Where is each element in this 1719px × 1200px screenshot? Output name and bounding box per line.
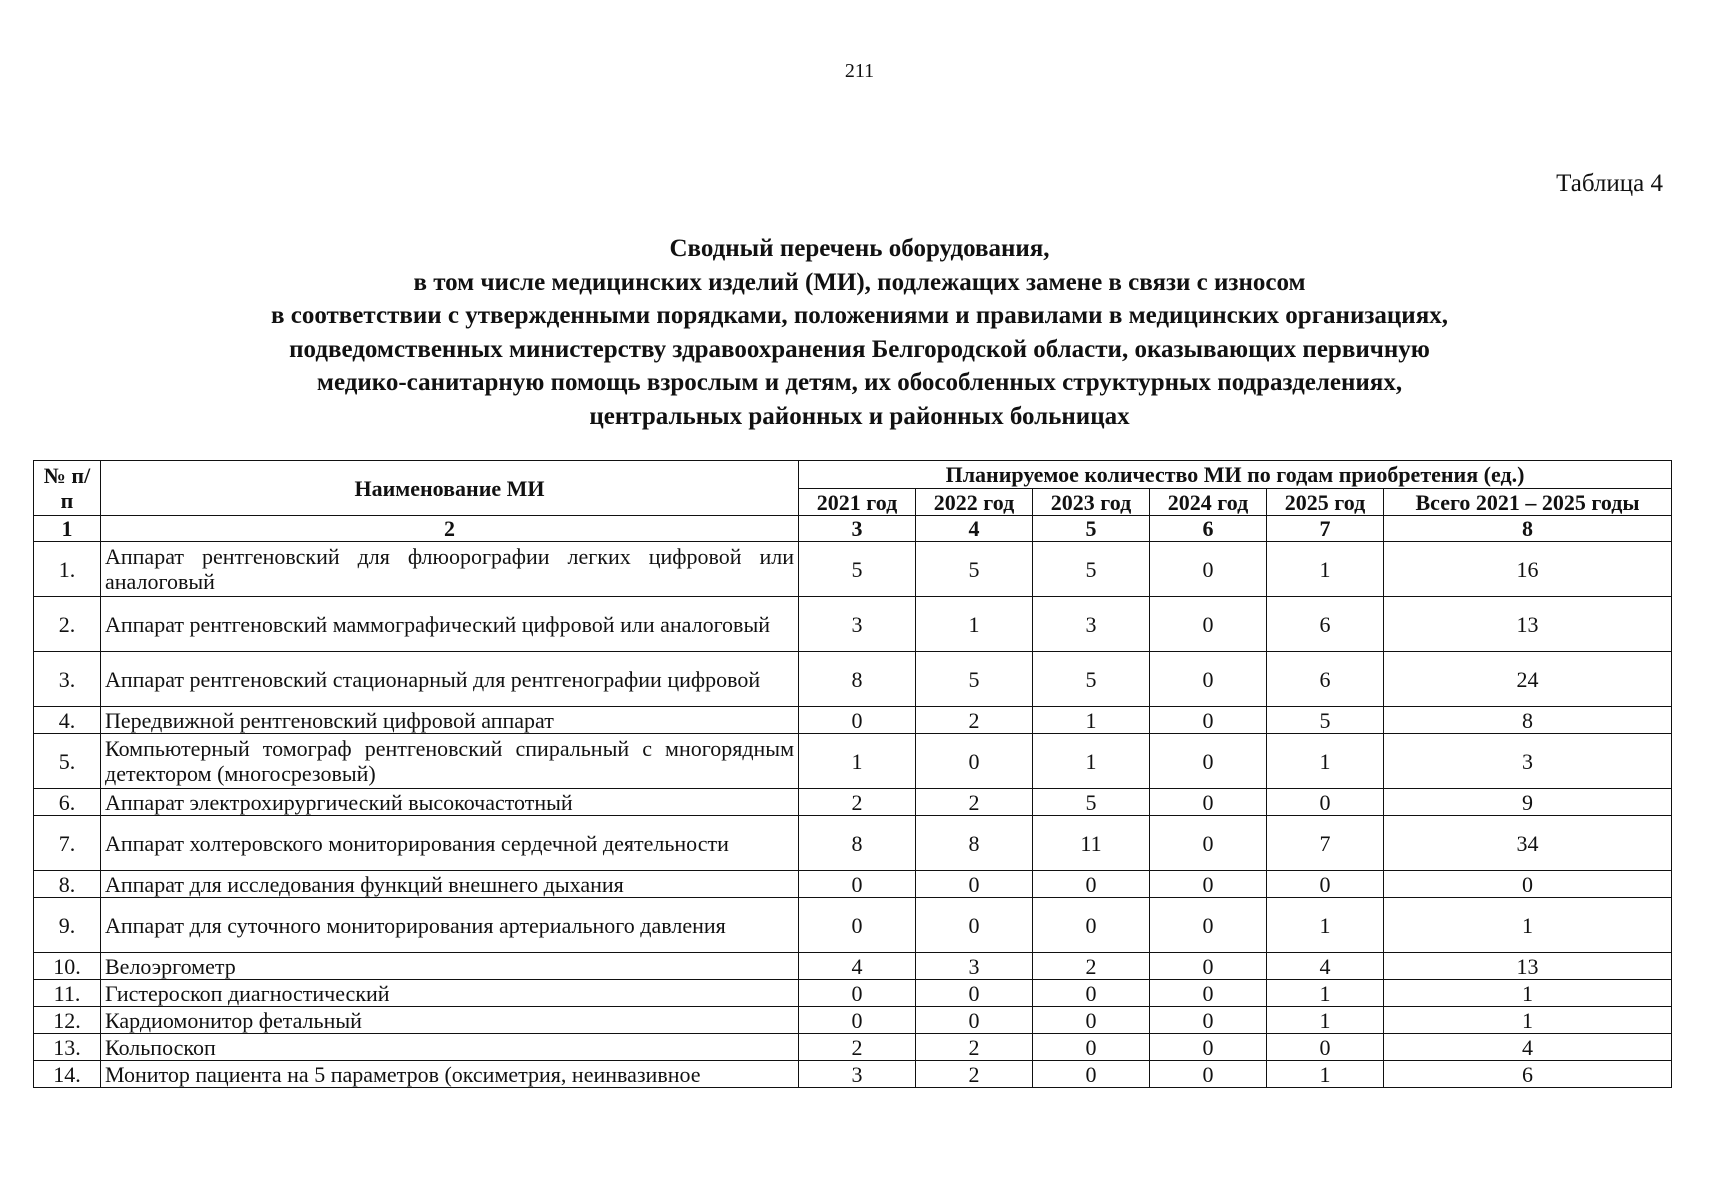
total-cell: 3 xyxy=(1384,734,1672,789)
item-name: Аппарат рентгеновский маммографический цифровой или аналоговый xyxy=(101,597,799,652)
year-value-cell: 0 xyxy=(1150,707,1267,734)
year-value-cell: 0 xyxy=(1033,1007,1150,1034)
table-row xyxy=(34,734,1672,789)
row-number: 6. xyxy=(34,789,101,816)
title-line: центральных районных и районных больницах xyxy=(589,402,1130,430)
row-number: 7. xyxy=(34,816,101,871)
header-year: 2025 год xyxy=(1267,489,1384,516)
equipment-table xyxy=(33,460,1672,1088)
item-name: Аппарат холтеровского мониторирования сердечной деятельности xyxy=(101,816,799,871)
row-number: 2. xyxy=(34,597,101,652)
year-value-cell: 2 xyxy=(916,1061,1033,1088)
header-year: 2023 год xyxy=(1033,489,1150,516)
total-cell: 9 xyxy=(1384,789,1672,816)
table-row xyxy=(34,1007,1672,1034)
row-number: 5. xyxy=(34,734,101,789)
year-value-cell: 0 xyxy=(1150,1061,1267,1088)
column-index: 8 xyxy=(1384,516,1672,542)
year-value-cell: 3 xyxy=(799,1061,916,1088)
total-cell: 4 xyxy=(1384,1034,1672,1061)
total-cell: 34 xyxy=(1384,816,1672,871)
year-value-cell: 2 xyxy=(799,789,916,816)
year-value-cell: 0 xyxy=(1150,953,1267,980)
row-number: 9. xyxy=(34,898,101,953)
year-value-cell: 0 xyxy=(1150,734,1267,789)
year-value-cell: 0 xyxy=(1150,816,1267,871)
year-value-cell: 0 xyxy=(1267,789,1384,816)
year-value-cell: 8 xyxy=(799,816,916,871)
title-line: в соответствии с утвержденными порядками, положениями и правилами в медицинских организациях, xyxy=(271,302,1448,330)
column-index: 4 xyxy=(916,516,1033,542)
year-value-cell: 0 xyxy=(1150,597,1267,652)
header-num: № п/п xyxy=(34,461,101,516)
document-title xyxy=(80,232,1639,434)
year-value-cell: 2 xyxy=(916,707,1033,734)
table-row xyxy=(34,1034,1672,1061)
year-value-cell: 2 xyxy=(799,1034,916,1061)
table-row xyxy=(34,597,1672,652)
year-value-cell: 8 xyxy=(916,816,1033,871)
table-row xyxy=(34,816,1672,871)
year-value-cell: 1 xyxy=(1267,734,1384,789)
table-row xyxy=(34,1061,1672,1088)
year-value-cell: 3 xyxy=(799,597,916,652)
year-value-cell: 6 xyxy=(1267,597,1384,652)
column-index: 7 xyxy=(1267,516,1384,542)
row-number: 10. xyxy=(34,953,101,980)
title-line: в том числе медицинских изделий (МИ), подлежащих замене в связи с износом xyxy=(413,268,1306,296)
year-value-cell: 0 xyxy=(1150,652,1267,707)
table-row xyxy=(34,542,1672,597)
year-value-cell: 0 xyxy=(1150,789,1267,816)
total-cell: 24 xyxy=(1384,652,1672,707)
header-group: Планируемое количество МИ по годам приобретения (ед.) xyxy=(799,461,1672,489)
year-value-cell: 5 xyxy=(1033,789,1150,816)
year-value-cell: 0 xyxy=(1033,871,1150,898)
item-name: Гистероскоп диагностический xyxy=(101,980,799,1007)
item-name: Аппарат для исследования функций внешнего дыхания xyxy=(101,871,799,898)
table-label: Таблица 4 xyxy=(1556,170,1663,197)
year-value-cell: 0 xyxy=(916,980,1033,1007)
row-number: 8. xyxy=(34,871,101,898)
title-line: медико-санитарную помощь взрослым и детям, их обособленных структурных подразделениях, xyxy=(316,369,1403,397)
page-number: 211 xyxy=(844,60,875,82)
table-row xyxy=(34,871,1672,898)
total-cell: 16 xyxy=(1384,542,1672,597)
item-name: Компьютерный томограф рентгеновский спиральный с многорядным детектором (многосрезовый) xyxy=(101,734,799,789)
year-value-cell: 0 xyxy=(1033,898,1150,953)
year-value-cell: 5 xyxy=(916,652,1033,707)
row-number: 13. xyxy=(34,1034,101,1061)
total-cell: 1 xyxy=(1384,980,1672,1007)
year-value-cell: 0 xyxy=(799,1007,916,1034)
table-row xyxy=(34,652,1672,707)
year-value-cell: 5 xyxy=(1033,542,1150,597)
year-value-cell: 0 xyxy=(916,734,1033,789)
year-value-cell: 0 xyxy=(799,871,916,898)
header-year: 2021 год xyxy=(799,489,916,516)
header-year: 2022 год xyxy=(916,489,1033,516)
year-value-cell: 1 xyxy=(1033,734,1150,789)
year-value-cell: 3 xyxy=(1033,597,1150,652)
year-value-cell: 1 xyxy=(1267,542,1384,597)
total-cell: 1 xyxy=(1384,1007,1672,1034)
year-value-cell: 0 xyxy=(1150,871,1267,898)
year-value-cell: 3 xyxy=(916,953,1033,980)
column-index: 3 xyxy=(799,516,916,542)
column-index: 6 xyxy=(1150,516,1267,542)
column-index: 1 xyxy=(34,516,101,542)
year-value-cell: 0 xyxy=(1033,980,1150,1007)
table-row xyxy=(34,789,1672,816)
year-value-cell: 0 xyxy=(799,898,916,953)
row-number: 11. xyxy=(34,980,101,1007)
table-row xyxy=(34,898,1672,953)
row-number: 1. xyxy=(34,542,101,597)
total-cell: 13 xyxy=(1384,597,1672,652)
title-line: Сводный перечень оборудования, xyxy=(669,235,1050,262)
item-name: Аппарат для суточного мониторирования артериального давления xyxy=(101,898,799,953)
year-value-cell: 1 xyxy=(916,597,1033,652)
item-name: Кольпоскоп xyxy=(101,1034,799,1061)
header-year: 2024 год xyxy=(1150,489,1267,516)
year-value-cell: 1 xyxy=(1267,898,1384,953)
year-value-cell: 1 xyxy=(1267,980,1384,1007)
year-value-cell: 0 xyxy=(916,898,1033,953)
total-cell: 0 xyxy=(1384,871,1672,898)
year-value-cell: 6 xyxy=(1267,652,1384,707)
year-value-cell: 0 xyxy=(1267,1034,1384,1061)
year-value-cell: 0 xyxy=(1267,871,1384,898)
row-number: 12. xyxy=(34,1007,101,1034)
item-name: Передвижной рентгеновский цифровой аппарат xyxy=(101,707,799,734)
total-cell: 6 xyxy=(1384,1061,1672,1088)
item-name: Монитор пациента на 5 параметров (оксиметрия, неинвазивное xyxy=(101,1061,799,1088)
year-value-cell: 5 xyxy=(916,542,1033,597)
total-cell: 8 xyxy=(1384,707,1672,734)
item-name: Кардиомонитор фетальный xyxy=(101,1007,799,1034)
year-value-cell: 0 xyxy=(1150,1007,1267,1034)
year-value-cell: 4 xyxy=(1267,953,1384,980)
table-row xyxy=(34,953,1672,980)
year-value-cell: 0 xyxy=(916,871,1033,898)
year-value-cell: 4 xyxy=(799,953,916,980)
title-line: подведомственных министерству здравоохранения Белгородской области, оказывающих первичную xyxy=(289,335,1430,363)
column-index: 2 xyxy=(101,516,799,542)
header-total: Всего 2021 – 2025 годы xyxy=(1384,489,1672,516)
year-value-cell: 0 xyxy=(799,980,916,1007)
year-value-cell: 5 xyxy=(799,542,916,597)
year-value-cell: 1 xyxy=(1033,707,1150,734)
row-number: 14. xyxy=(34,1061,101,1088)
item-name: Аппарат электрохирургический высокочастотный xyxy=(101,789,799,816)
year-value-cell: 1 xyxy=(1267,1007,1384,1034)
table-row xyxy=(34,980,1672,1007)
year-value-cell: 2 xyxy=(1033,953,1150,980)
year-value-cell: 11 xyxy=(1033,816,1150,871)
year-value-cell: 8 xyxy=(799,652,916,707)
year-value-cell: 0 xyxy=(916,1007,1033,1034)
year-value-cell: 2 xyxy=(916,789,1033,816)
row-number: 4. xyxy=(34,707,101,734)
year-value-cell: 0 xyxy=(799,707,916,734)
header-name: Наименование МИ xyxy=(101,461,799,516)
year-value-cell: 5 xyxy=(1267,707,1384,734)
year-value-cell: 0 xyxy=(1150,980,1267,1007)
row-number: 3. xyxy=(34,652,101,707)
year-value-cell: 5 xyxy=(1033,652,1150,707)
year-value-cell: 0 xyxy=(1033,1061,1150,1088)
year-value-cell: 7 xyxy=(1267,816,1384,871)
item-name: Велоэргометр xyxy=(101,953,799,980)
total-cell: 1 xyxy=(1384,898,1672,953)
year-value-cell: 0 xyxy=(1150,1034,1267,1061)
item-name: Аппарат рентгеновский стационарный для рентгенографии цифровой xyxy=(101,652,799,707)
year-value-cell: 0 xyxy=(1150,898,1267,953)
table-row xyxy=(34,707,1672,734)
item-name: Аппарат рентгеновский для флюорографии легких цифровой или аналоговый xyxy=(101,542,799,597)
year-value-cell: 2 xyxy=(916,1034,1033,1061)
year-value-cell: 0 xyxy=(1150,542,1267,597)
year-value-cell: 0 xyxy=(1033,1034,1150,1061)
year-value-cell: 1 xyxy=(1267,1061,1384,1088)
total-cell: 13 xyxy=(1384,953,1672,980)
year-value-cell: 1 xyxy=(799,734,916,789)
column-index-row xyxy=(34,516,1672,542)
column-index: 5 xyxy=(1033,516,1150,542)
